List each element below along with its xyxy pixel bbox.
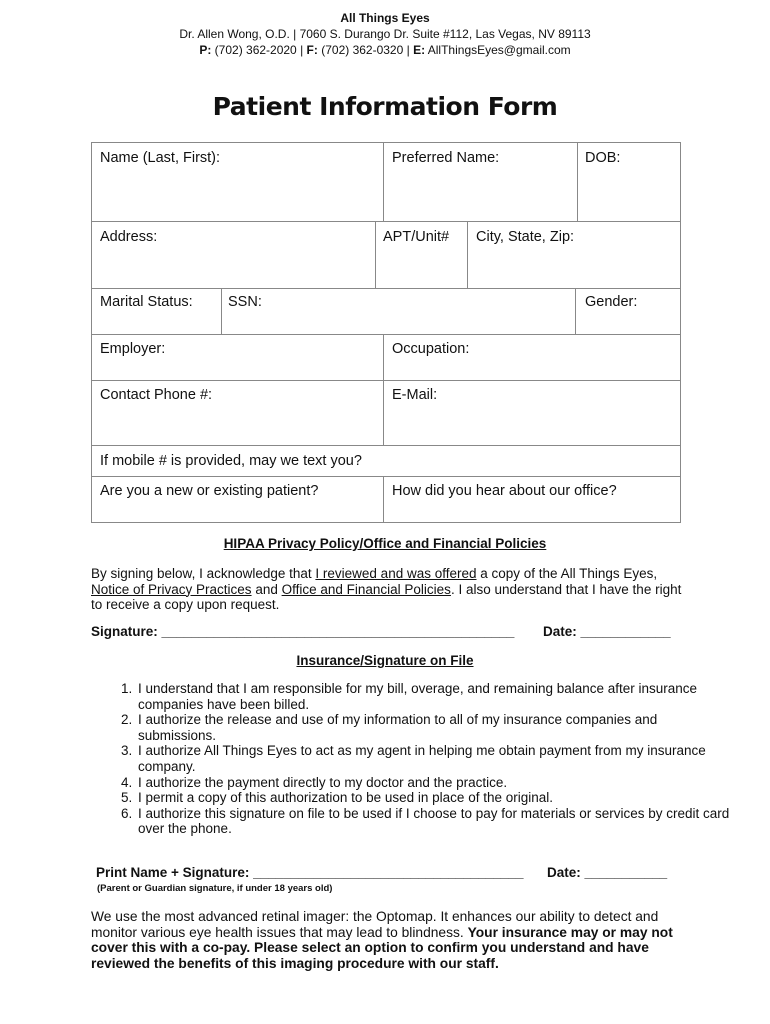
list-item: 5. I permit a copy of this authorization to be used in place of the original.	[136, 790, 736, 806]
preferred-name-field-label[interactable]: Preferred Name:	[392, 150, 500, 166]
optomap-notice	[91, 909, 683, 971]
hipaa-heading: HIPAA Privacy Policy/Office and Financial Policies	[223, 536, 547, 551]
email-label: E:	[413, 43, 426, 57]
insurance-date-field[interactable]: Date: ___________	[547, 865, 668, 880]
practice-name: All Things Eyes	[340, 11, 430, 25]
hipaa-text: . I also understand that I have the right to receive a copy upon request.	[91, 581, 682, 612]
phone-label: P:	[199, 43, 212, 57]
fax-label: F:	[306, 43, 318, 57]
list-item: 1. I understand that I am responsible for my bill, overage, and remaining balance after insurance companies have been billed.	[136, 681, 736, 712]
row-divider	[92, 221, 680, 222]
practice-address: Dr. Allen Wong, O.D. | 7060 S. Durango Dr. Suite #112, Las Vegas, NV 89113	[179, 27, 591, 41]
marital-status-field-label[interactable]: Marital Status:	[100, 294, 193, 310]
optomap-text: We use the most advanced retinal imager: the Optomap. It enhances our ability to detect and monitor various eye health issues that may lead to blindness.	[91, 909, 659, 940]
privacy-practices-link[interactable]: Notice of Privacy Practices	[91, 581, 252, 597]
optomap-bold-text: Your insurance may or may not cover this with a co-pay. Please select an option to confirm you understand and have reviewed the benefits of this imaging procedure with our staff.	[91, 924, 673, 971]
row-divider	[92, 288, 680, 289]
col-divider	[383, 476, 384, 523]
contact-line	[0, 43, 770, 57]
insurance-heading: Insurance/Signature on File	[296, 653, 474, 668]
employer-field-label[interactable]: Employer:	[100, 341, 166, 357]
col-divider	[577, 143, 578, 221]
name-field-label[interactable]: Name (Last, First):	[100, 150, 221, 166]
row-divider	[92, 445, 680, 446]
col-divider	[383, 334, 384, 445]
hipaa-underlined-text: I reviewed and was offered	[315, 566, 477, 581]
authorization-list	[91, 681, 736, 837]
hipaa-date-field[interactable]: Date: ____________	[543, 624, 671, 639]
hipaa-signature-field[interactable]: Signature: _______________________________________________	[91, 624, 515, 639]
hipaa-text: and	[251, 581, 282, 597]
col-divider	[383, 143, 384, 221]
col-divider	[375, 221, 376, 288]
page-title: Patient Information Form	[212, 92, 558, 121]
dob-field-label[interactable]: DOB:	[585, 150, 621, 166]
row-divider	[92, 380, 680, 381]
hipaa-text: By signing below, I acknowledge that	[91, 566, 316, 581]
ssn-field-label[interactable]: SSN:	[228, 294, 262, 310]
fax-number: (702) 362-0320	[321, 43, 404, 57]
apt-field-label[interactable]: APT/Unit#	[383, 229, 450, 245]
city-state-zip-field-label[interactable]: City, State, Zip:	[476, 229, 575, 245]
list-item: 4. I authorize the payment directly to my doctor and the practice.	[136, 775, 736, 791]
list-item: 2. I authorize the release and use of my information to all of my insurance companies and submissions.	[136, 712, 736, 743]
text-consent-field-label[interactable]: If mobile # is provided, may we text you?	[100, 453, 362, 469]
separator: |	[406, 43, 410, 57]
list-item: 3. I authorize All Things Eyes to act as my agent in helping me obtain payment from my insurance company.	[136, 743, 736, 774]
address-field-label[interactable]: Address:	[100, 229, 158, 245]
email-address: AllThingsEyes@gmail.com	[427, 43, 571, 57]
new-existing-field-label[interactable]: Are you a new or existing patient?	[100, 483, 319, 499]
col-divider	[221, 288, 222, 334]
email-field-label[interactable]: E-Mail:	[392, 387, 438, 403]
row-divider	[92, 476, 680, 477]
referral-source-field-label[interactable]: How did you hear about our office?	[392, 483, 617, 499]
contact-phone-field-label[interactable]: Contact Phone #:	[100, 387, 213, 403]
hipaa-acknowledgement	[91, 566, 691, 613]
row-divider	[92, 334, 680, 335]
separator: |	[300, 43, 304, 57]
hipaa-text: a copy of the All Things Eyes,	[476, 566, 658, 581]
col-divider	[575, 288, 576, 334]
phone-number: (702) 362-2020	[214, 43, 297, 57]
occupation-field-label[interactable]: Occupation:	[392, 341, 470, 357]
gender-field-label[interactable]: Gender:	[585, 294, 638, 310]
list-item: 6. I authorize this signature on file to be used if I choose to pay for materials or services by credit card over the phone.	[136, 806, 736, 837]
financial-policies-link[interactable]: Office and Financial Policies	[281, 581, 451, 597]
patient-info-table	[91, 142, 681, 523]
print-name-signature-field[interactable]: Print Name + Signature: ____________________________________	[96, 865, 524, 880]
guardian-note: (Parent or Guardian signature, if under 18 years old)	[97, 883, 333, 894]
col-divider	[467, 221, 468, 288]
